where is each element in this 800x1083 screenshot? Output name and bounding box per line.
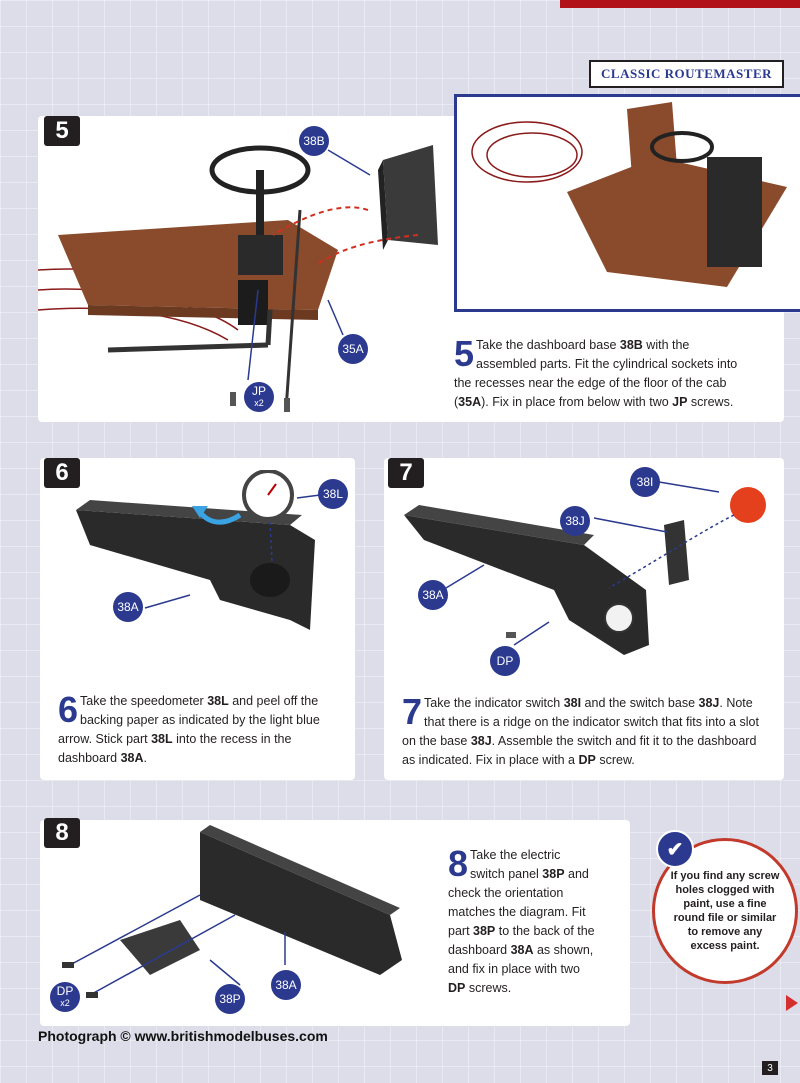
callout-38j: 38J xyxy=(560,506,590,536)
cab-photo-illustration xyxy=(457,97,800,309)
callout-dp: DP xyxy=(490,646,520,676)
callout-dp-screws: DP x2 xyxy=(50,982,80,1012)
top-color-strip xyxy=(560,0,800,8)
callout-38a: 38A xyxy=(113,592,143,622)
step-7-instructions: 7 Take the indicator switch 38I and the switch base 38J. Note that there is a ridge on the indicator switch that fits into a slot on the base 38J. Assemble the switch and fit it to the dashboard as indicated. Fix in place with a DP screw. xyxy=(402,691,759,767)
step-7-diagram xyxy=(384,470,784,680)
step-6-instructions: 6 Take the speedometer 38L and peel off the backing paper as indicated by the light blue arrow. Stick part 38L into the recess in the dashboard 38A. xyxy=(58,689,320,765)
step-6-badge: 6 xyxy=(44,458,80,488)
tip-text: If you find any screw holes clogged with paint, use a fine round file or similar to remove any excess paint. xyxy=(670,870,780,952)
step-5-instructions: 5 Take the dashboard base 38B with the assembled parts. Fit the cylindrical sockets into the recesses near the edge of the floor of the cab (35A). Fix in place from below with two JP screws. xyxy=(454,333,738,409)
callout-38a-step7: 38A xyxy=(418,580,448,610)
step-5-diagram xyxy=(38,140,458,420)
callout-38p: 38P xyxy=(215,984,245,1014)
step-5-photo xyxy=(454,94,800,312)
photo-credit: Photograph © www.britishmodelbuses.com xyxy=(38,1028,328,1044)
series-title: CLASSIC ROUTEMASTER xyxy=(589,60,784,88)
callout-38l: 38L xyxy=(318,479,348,509)
page-number: 3 xyxy=(762,1061,778,1075)
checkmark-icon: ✔ xyxy=(656,830,694,868)
callout-jp-screws: JP x2 xyxy=(244,382,274,412)
callout-38i: 38I xyxy=(630,467,660,497)
callout-35a: 35A xyxy=(338,334,368,364)
step-7-badge: 7 xyxy=(388,458,424,488)
callout-38b: 38B xyxy=(299,126,329,156)
callout-38a-step8: 38A xyxy=(271,970,301,1000)
step-6-diagram xyxy=(40,470,355,680)
step-5-badge: 5 xyxy=(44,116,80,146)
step-8-instructions: 8 Take the electric switch panel 38P and check the orientation matches the diagram. Fit part 38P to the back of the dashboard 38A as shown, and fix in place with two DP screws. xyxy=(448,843,595,995)
step-8-badge: 8 xyxy=(44,818,80,848)
next-page-arrow-icon xyxy=(786,995,798,1011)
